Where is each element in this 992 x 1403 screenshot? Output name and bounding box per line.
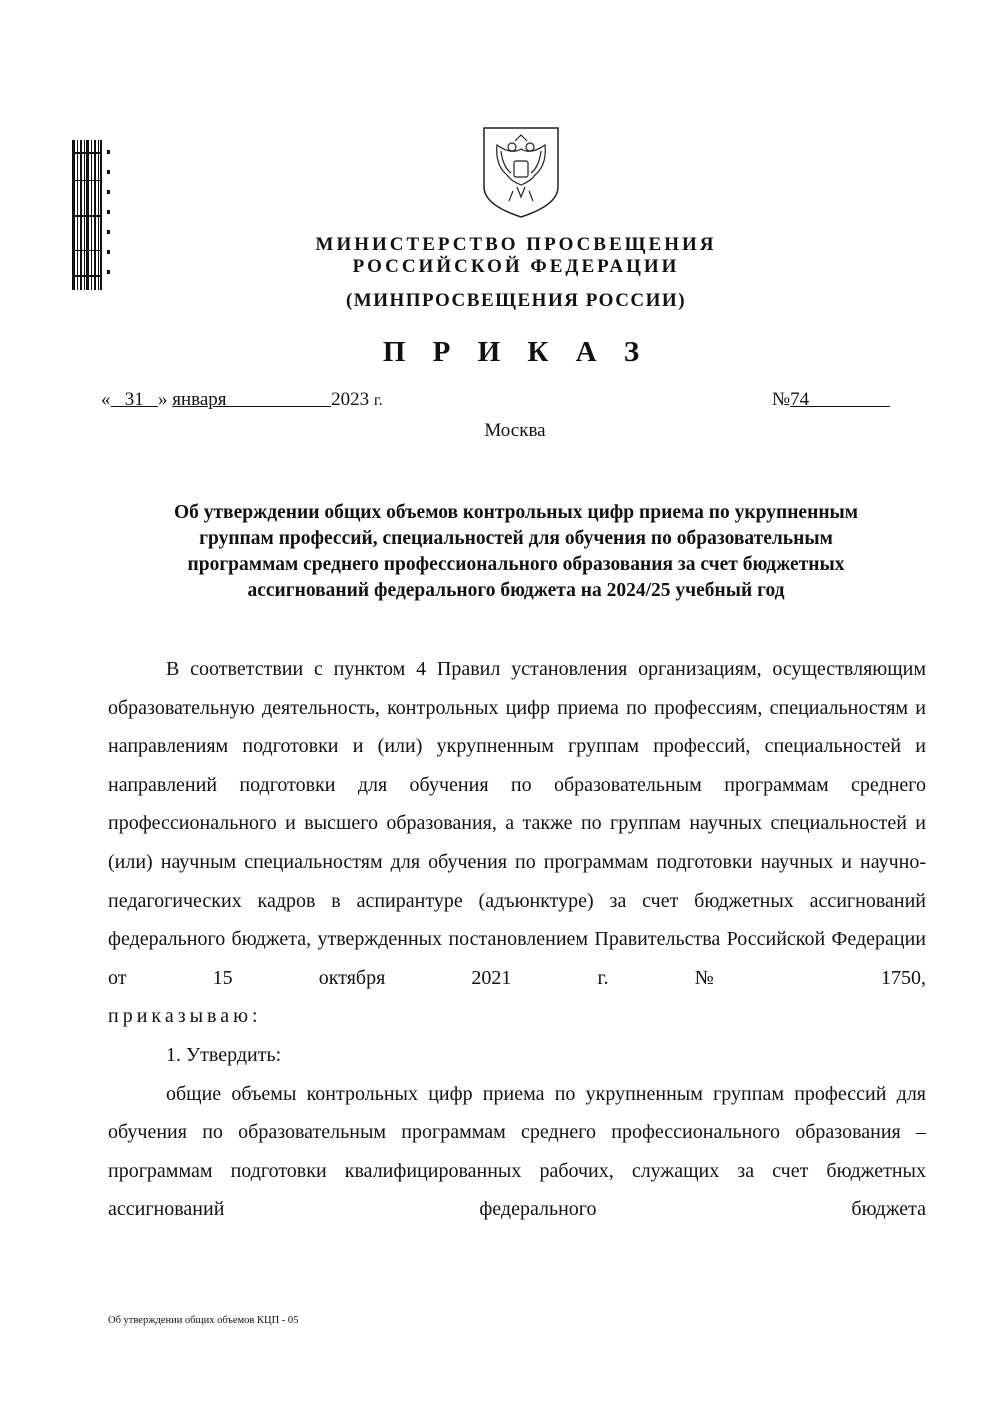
item-1-text: общие объемы контрольных цифр приема по укрупненным группам профессий для обучения по образовательным программам среднего профессионального образования – программам подготовки квалифицированных рабочих, служащих за счет бюджетных ассигнований федерального бюджета xyxy=(108,1082,926,1221)
ministry-name-line1: МИНИСТЕРСТВО ПРОСВЕЩЕНИЯ xyxy=(315,234,717,255)
order-word: приказываю: xyxy=(108,1005,262,1028)
date-open-quote: « xyxy=(101,389,111,410)
date-year: 2023 xyxy=(331,389,370,410)
date-close-quote: » xyxy=(158,389,168,410)
date-year-suffix: г. xyxy=(373,392,383,409)
date-day: 31 xyxy=(124,389,144,410)
date-field xyxy=(101,389,383,411)
subject-line: ассигнований федерального бюджета на 2024/25 учебный год xyxy=(247,580,785,601)
order-number-label: № xyxy=(772,389,791,410)
footer-note: Об утверждении общих объемов КЦП - 05 xyxy=(108,1315,299,1326)
document-subject xyxy=(108,500,924,604)
subject-line: группам профессий, специальностей для обучения по образовательным xyxy=(199,528,833,549)
ministry-name-line2: РОССИЙСКОЙ ФЕДЕРАЦИИ xyxy=(352,256,680,277)
preamble-paragraph: В соответствии с пунктом 4 Правил установления организациям, осуществляющим образовательную деятельность, контрольных цифр приема по профессиям, специальностям и направлениям подготовки и (или) укрупненным группам профессий, специальностей и направлений подготовки для обучения по образовательным программам среднего профессионального и высшего образования, а также по группам научных специальностей и (или) научным специальностям для обучения по программам подготовки научных и научно-педагогических кадров в аспирантуре (адъюнктуре) за счет бюджетных ассигнований федерального бюджета, утвержденных постановлением Правительства Российской Федерации от 15 октября 2021 г. № 1750, xyxy=(108,658,926,989)
city: Москва xyxy=(484,420,546,441)
document-body xyxy=(108,650,926,1229)
coat-of-arms-emblem xyxy=(481,125,561,220)
subject-line: программам среднего профессионального образования за счет бюджетных xyxy=(187,554,845,575)
order-number-field xyxy=(772,389,890,411)
document-type-title: П Р И К А З xyxy=(382,336,650,368)
item-1-heading: 1. Утвердить: xyxy=(166,1043,282,1066)
subject-line: Об утверждении общих объемов контрольных цифр приема по укрупненным xyxy=(173,502,859,523)
ministry-short-name: (МИНПРОСВЕЩЕНИЯ РОССИИ) xyxy=(345,290,687,311)
date-month: января xyxy=(172,389,227,410)
order-number: 74 xyxy=(790,389,810,410)
